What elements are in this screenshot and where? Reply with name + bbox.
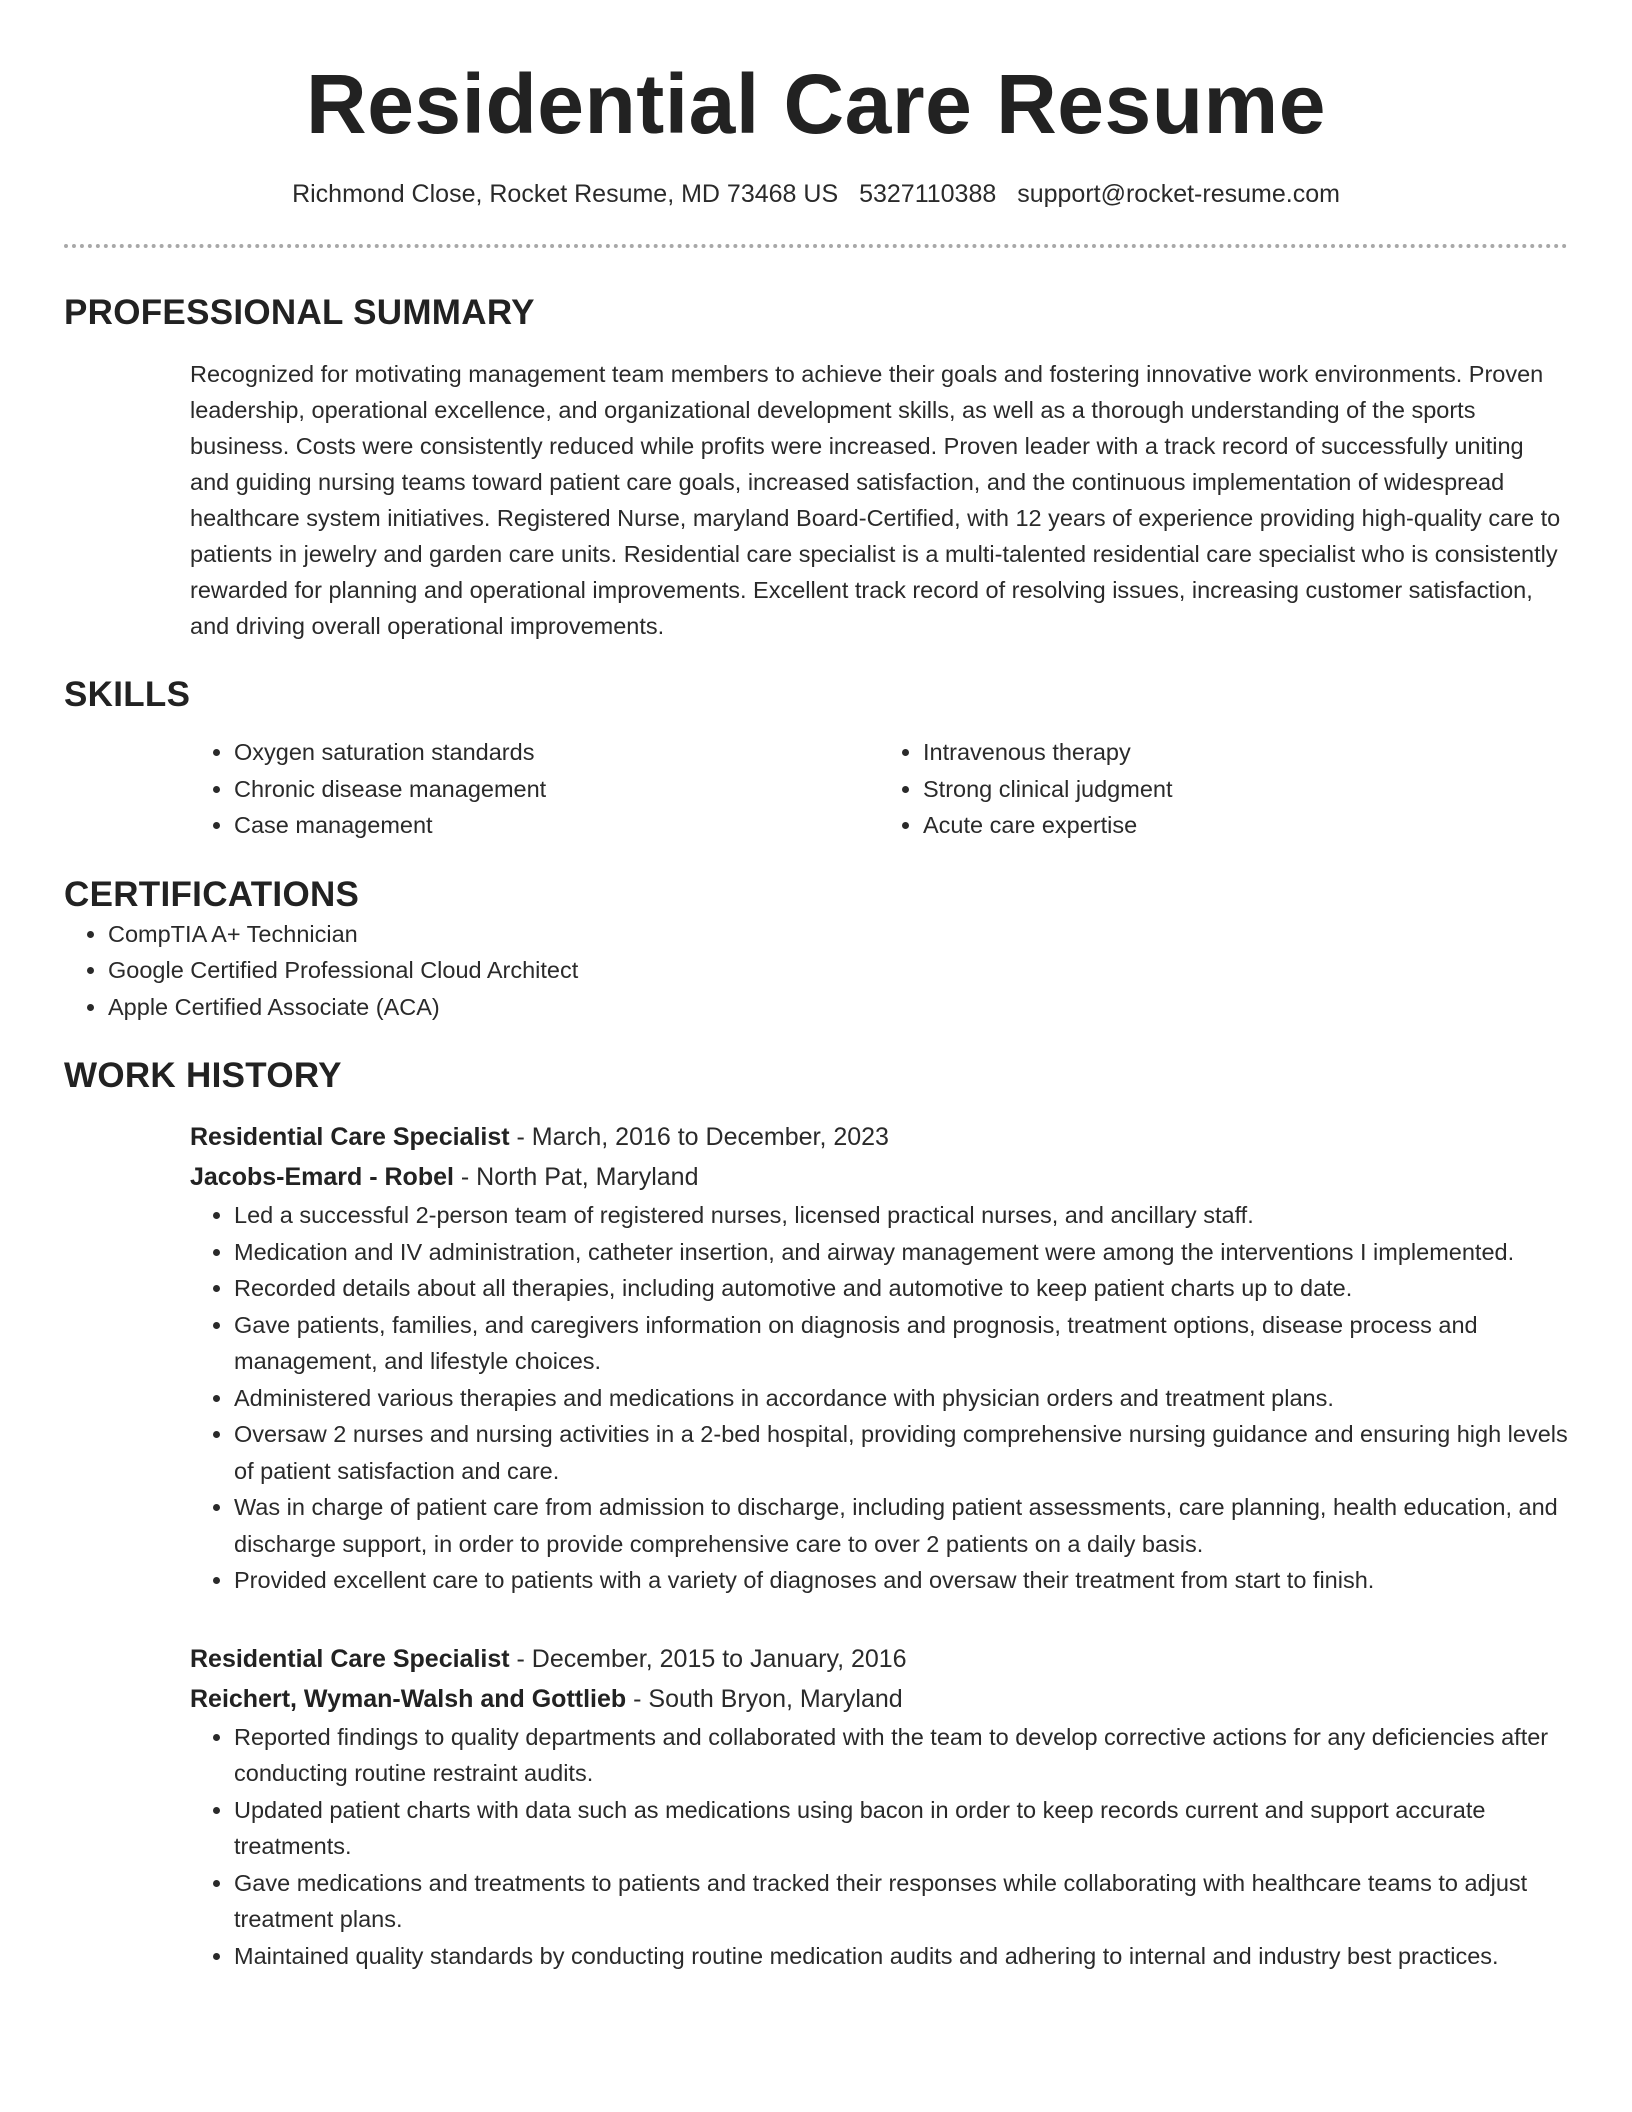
job-title-line xyxy=(190,1639,1568,1679)
job-bullet: • Updated patient charts with data such as medications using bacon in order to keep records current and support accurate treatments. xyxy=(234,1792,1568,1865)
job-bullet: • Administered various therapies and medications in accordance with physician orders and treatment plans. xyxy=(234,1380,1568,1417)
job-entry xyxy=(190,1117,1568,1599)
job-location: - South Bryon, Maryland xyxy=(626,1684,903,1713)
job-bullet: • Medication and IV administration, catheter insertion, and airway management were among the interventions I implemented. xyxy=(234,1234,1568,1271)
resume-title: Residential Care Resume xyxy=(306,57,1326,151)
job-title: Residential Care Specialist xyxy=(190,1644,510,1673)
skill-item: • Case management xyxy=(234,807,879,844)
skill-item: • Strong clinical judgment xyxy=(923,771,1568,808)
job-title: Residential Care Specialist xyxy=(190,1123,510,1151)
job-bullets xyxy=(190,1719,1568,1975)
summary-heading: PROFESSIONAL SUMMARY xyxy=(64,293,535,332)
skill-item: • Oxygen saturation standards xyxy=(234,734,879,771)
job-dates: - March, 2016 to December, 2023 xyxy=(509,1123,889,1151)
contact-email[interactable]: support@rocket-resume.com xyxy=(1017,180,1340,208)
header-divider xyxy=(64,244,1568,248)
job-company-line xyxy=(190,1157,1568,1197)
job-company-line xyxy=(190,1679,1568,1719)
work-history-heading: WORK HISTORY xyxy=(64,1056,342,1095)
skills-heading: SKILLS xyxy=(64,675,191,714)
job-title-line xyxy=(190,1117,1568,1157)
skills-list-left xyxy=(190,734,879,844)
job-bullet: • Provided excellent care to patients with a variety of diagnoses and oversaw their treatment from start to finish. xyxy=(234,1562,1568,1599)
job-dates: - December, 2015 to January, 2016 xyxy=(509,1644,907,1673)
skills-columns xyxy=(190,734,1568,844)
job-location: - North Pat, Maryland xyxy=(453,1163,699,1191)
job-entry xyxy=(190,1639,1568,1975)
contact-address: Richmond Close, Rocket Resume, MD 73468 US xyxy=(292,180,839,208)
certification-item: • Apple Certified Associate (ACA) xyxy=(108,989,1568,1026)
job-bullet: • Reported findings to quality departments and collaborated with the team to develop corrective actions for any deficiencies after conducting routine restraint audits. xyxy=(234,1719,1568,1792)
contact-line xyxy=(64,178,1568,210)
certification-item: • CompTIA A+ Technician xyxy=(108,916,1568,953)
certification-item: • Google Certified Professional Cloud Architect xyxy=(108,952,1568,989)
job-bullet: • Gave medications and treatments to patients and tracked their responses while collaborating with healthcare teams to adjust treatment plans. xyxy=(234,1865,1568,1938)
job-bullet: • Gave patients, families, and caregivers information on diagnosis and prognosis, treatment options, disease process and management, and lifestyle choices. xyxy=(234,1307,1568,1380)
job-company: Reichert, Wyman-Walsh and Gottlieb xyxy=(190,1684,627,1713)
skills-list-right xyxy=(879,734,1568,844)
certifications-heading: CERTIFICATIONS xyxy=(64,874,360,914)
skill-item: • Acute care expertise xyxy=(923,807,1568,844)
job-bullets xyxy=(190,1197,1568,1599)
certifications-list xyxy=(64,916,1568,1026)
job-bullet: • Maintained quality standards by conducting routine medication audits and adhering to internal and industry best practices. xyxy=(234,1938,1568,1975)
job-bullet: • Recorded details about all therapies, including automotive and automotive to keep patient charts up to date. xyxy=(234,1270,1568,1307)
contact-phone: 5327110388 xyxy=(859,180,997,208)
job-bullet: • Was in charge of patient care from admission to discharge, including patient assessments, care planning, health education, and discharge support, in order to provide comprehensive care to over 2 patients on a daily basis. xyxy=(234,1489,1568,1562)
skill-item: • Chronic disease management xyxy=(234,771,879,808)
job-bullet: • Led a successful 2-person team of registered nurses, licensed practical nurses, and ancillary staff. xyxy=(234,1197,1568,1234)
summary-text: Recognized for motivating management team members to achieve their goals and fostering innovative work environments. Proven leadership, operational excellence, and organizational development skills, as well as a thorough understanding of the sports business. Costs were consistently reduced while profits were increased. Proven leader with a track record of successfully uniting and guiding nursing teams toward patient care goals, increased satisfaction, and the continuous implementation of widespread healthcare system initiatives. Registered Nurse, maryland Board-Certified, with 12 years of experience providing high-quality care to patients in jewelry and garden care units. Residential care specialist is a multi-talented residential care specialist who is consistently rewarded for planning and operational improvements. Excellent track record of resolving issues, increasing customer satisfaction, and driving overall operational improvements. xyxy=(190,361,1561,639)
job-company: Jacobs-Emard - Robel xyxy=(190,1163,454,1191)
skill-item: • Intravenous therapy xyxy=(923,734,1568,771)
job-bullet: • Oversaw 2 nurses and nursing activities in a 2-bed hospital, providing comprehensive nursing guidance and ensuring high levels of patient satisfaction and care. xyxy=(234,1416,1568,1489)
